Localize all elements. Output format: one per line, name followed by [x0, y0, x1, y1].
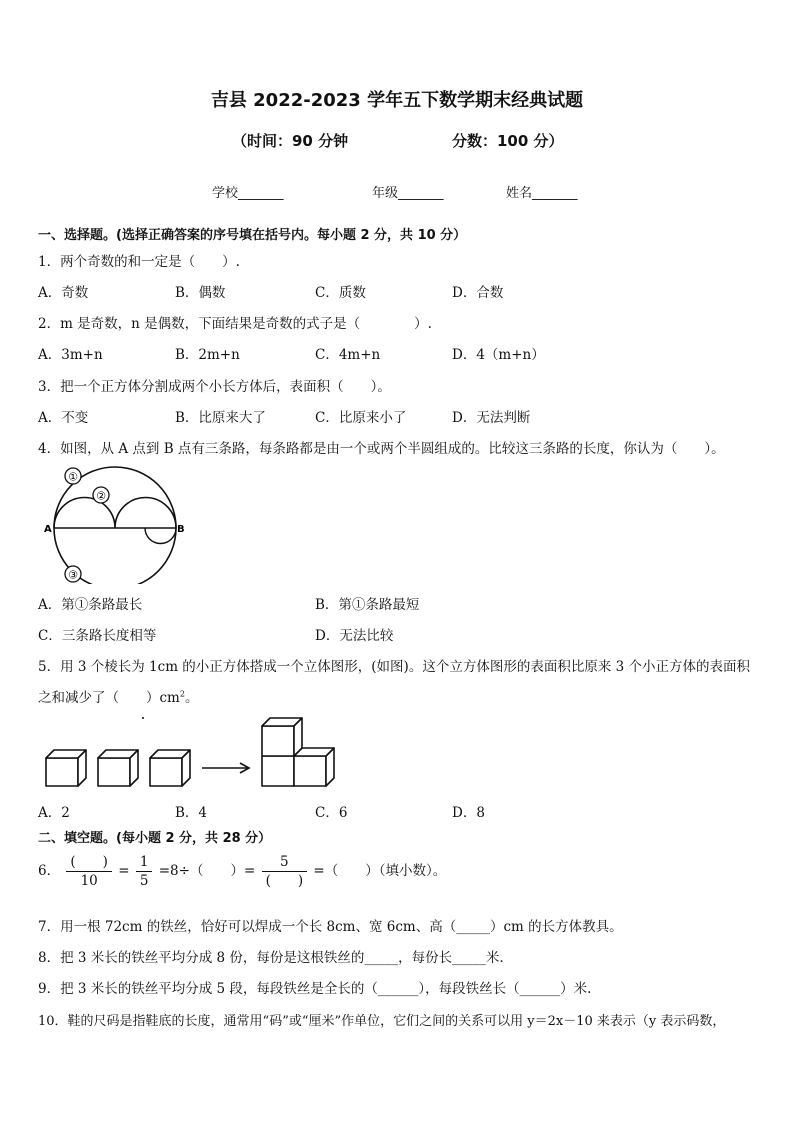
cube-2 [98, 750, 138, 786]
cube-1 [46, 750, 86, 786]
q3-option-d: D．无法判断 [452, 410, 531, 426]
q1-option-c: C．质数 [315, 285, 366, 301]
q1-option-a: A．奇数 [38, 285, 89, 301]
q3-option-c: C．比原来小了 [315, 410, 407, 426]
q5-text-end: 。 [184, 690, 199, 706]
q9-text: 9．把 3 米长的铁丝平均分成 5 段，每段铁丝是全长的（______），每段铁丝长（______）米. [38, 981, 592, 997]
q4-paths-figure [40, 462, 190, 584]
name-field: 姓名_______ [506, 186, 578, 201]
point-b-label: B [177, 524, 185, 535]
q4-option-b: B．第①条路最短 [315, 597, 420, 613]
cube-3 [150, 750, 190, 786]
point-a-label: A [44, 524, 52, 535]
q2-option-c: C．4m+n [315, 347, 381, 363]
q10-text: 10．鞋的尺码是指鞋底的长度，通常用“码”或“厘米”作单位，它们之间的关系可以用 y＝2x－10 来表示（y 表示码数， [38, 1014, 726, 1029]
q4-option-c: C．三条路长度相等 [38, 628, 157, 644]
q7-text: 7．用一根 72cm 的铁丝，恰好可以焊成一个长 8cm、宽 6cm、高（_____）cm 的长方体教具。 [38, 919, 623, 935]
exam-title: 吉县 2022-2023 学年五下数学期末经典试题 [210, 90, 584, 111]
q2-option-a: A．3m+n [38, 347, 103, 363]
q1-option-b: B．偶数 [175, 285, 226, 301]
q6-fraction-1 [66, 853, 112, 890]
q6-tail: =（ ）（填小数）。 [313, 863, 447, 879]
q3-option-b: B．比原来大了 [175, 410, 266, 426]
q2-text: 2．m 是奇数，n 是偶数，下面结果是奇数的式子是（ ）. [38, 316, 432, 332]
path2-label: ② [96, 489, 106, 503]
q5-option-a: A．2 [38, 805, 70, 821]
q6-label: 6． [38, 863, 61, 879]
q1-option-d: D．合数 [452, 285, 504, 301]
section1-heading: 一、选择题。(选择正确答案的序号填在括号内。每小题 2 分，共 10 分） [38, 228, 467, 243]
path3-label: ③ [68, 568, 78, 582]
q8-text: 8．把 3 米长的铁丝平均分成 8 份，每份是这根铁丝的_____，每份长_____米. [38, 950, 504, 966]
q6-fraction-2-numerator: 1 [136, 853, 153, 872]
q6-middle: =8÷（ ）= [158, 863, 256, 879]
path2-double-semicircle [54, 498, 176, 529]
q6-fraction-3 [262, 853, 308, 890]
section2-heading: 二、填空题。(每小题 2 分，共 28 分） [38, 831, 272, 846]
q5-option-d: D．8 [452, 805, 485, 821]
stray-dot [142, 717, 144, 719]
combined-solid [262, 718, 334, 786]
q5-unit-superscript: 2 [179, 689, 185, 699]
q6-fraction-2 [136, 853, 153, 890]
q2-option-b: B．2m+n [175, 347, 240, 363]
q6-fraction-1-numerator: ( ) [66, 853, 112, 872]
q3-option-a: A．不变 [38, 410, 89, 426]
q6-fraction-3-denominator: ( ) [265, 873, 304, 889]
q5-text-line1: 5．用 3 个棱长为 1cm 的小正方体搭成一个立体图形，(如图)。这个立方体图形的表面积比原来 3 个小正方体的表面积 [38, 659, 750, 675]
q1-text: 1．两个奇数的和一定是（ ）. [38, 254, 240, 270]
school-field: 学校_______ [212, 186, 284, 201]
q4-text: 4．如图，从 A 点到 B 点有三条路，每条路都是由一个或两个半圆组成的。比较这三条路的长度，你认为（ ）。 [38, 441, 725, 457]
exam-score: 分数：100 分） [452, 132, 564, 150]
exam-time: （时间：90 分钟 [232, 132, 349, 150]
q6-fraction-3-numerator: 5 [262, 853, 308, 872]
path1-label: ① [68, 470, 78, 484]
q4-option-d: D．无法比较 [315, 628, 394, 644]
q5-option-b: B．4 [175, 805, 208, 821]
q5-text-line2 [38, 686, 198, 706]
q2-option-d: D．4（m+n） [452, 347, 545, 363]
small-lower-semicircle [145, 528, 176, 543]
q5-text-main: 之和减少了（ ）cm [38, 690, 180, 706]
q5-cubes-figure [42, 714, 342, 790]
q4-option-a: A．第①条路最长 [38, 597, 143, 613]
q6-equals: = [118, 863, 130, 879]
grade-field: 年级_______ [372, 186, 444, 201]
q6-fraction-2-denominator: 5 [139, 873, 149, 889]
q5-option-c: C．6 [315, 805, 348, 821]
q3-text: 3．把一个正方体分割成两个小长方体后，表面积（ ）。 [38, 379, 391, 395]
q6-row [38, 853, 446, 890]
q6-fraction-1-denominator: 10 [80, 873, 98, 889]
